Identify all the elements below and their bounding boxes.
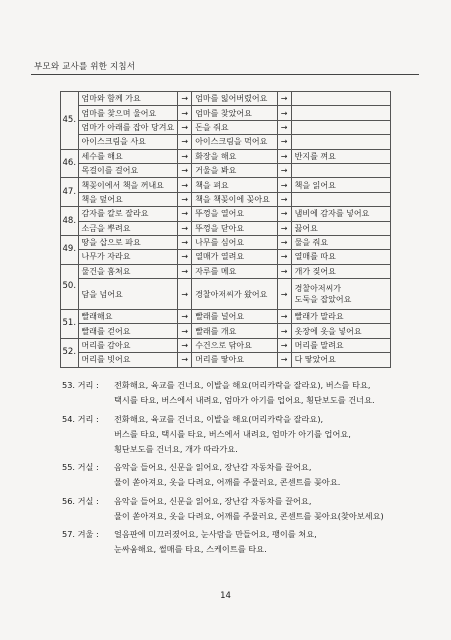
arrow-icon: → (178, 310, 192, 324)
table-row (61, 106, 391, 120)
table-row (61, 221, 391, 235)
arrow-icon: → (277, 235, 291, 249)
step-cell: 엄마를 잃어버렸어요 (192, 92, 277, 106)
arrow-icon: → (277, 221, 291, 235)
note-line: 버스를 타요, 택시를 타요, 버스에서 내려요, 엄마가 아기를 업어요, (114, 428, 351, 439)
step-cell (291, 92, 390, 106)
step-cell: 뚜껑을 열어요 (192, 207, 277, 221)
table-row (61, 163, 391, 177)
step-cell: 책을 책꽂이에 꽂아요 (192, 192, 277, 206)
step-cell (291, 135, 390, 149)
item-number: 52. (61, 338, 79, 367)
step-cell: 뚜껑을 닫아요 (192, 221, 277, 235)
step-cell: 땅을 삽으로 파요 (78, 235, 178, 249)
scene-notes (62, 378, 422, 561)
arrow-icon: → (178, 120, 192, 134)
arrow-icon: → (277, 106, 291, 120)
step-cell: 책을 읽어요 (291, 178, 390, 192)
arrow-icon: → (178, 279, 192, 310)
page-number: 14 (220, 591, 231, 601)
note-item (62, 412, 422, 457)
arrow-icon: → (178, 207, 192, 221)
note-line: 물이 쏟아져요, 옷을 다려요, 어깨를 주물러요, 콘센트를 꽂아요(찾아보세요) (114, 510, 384, 521)
arrow-icon: → (277, 279, 291, 310)
step-cell: 나무를 심어요 (192, 235, 277, 249)
sequence-table (60, 91, 391, 368)
step-cell: 담을 넘어요 (78, 279, 178, 310)
table-row (61, 235, 391, 249)
arrow-icon: → (277, 338, 291, 352)
table-row (61, 149, 391, 163)
step-cell: 책을 덮어요 (78, 192, 178, 206)
item-number: 46. (61, 149, 79, 178)
step-cell: 냄비에 감자를 넣어요 (291, 207, 390, 221)
table-row (61, 178, 391, 192)
arrow-icon: → (277, 250, 291, 264)
step-cell: 빨래해요 (78, 310, 178, 324)
step-cell: 감자를 칼로 잘라요 (78, 207, 178, 221)
step-cell: 경찰아저씨가 도둑을 잡았어요 (291, 279, 390, 310)
arrow-icon: → (178, 192, 192, 206)
note-item (62, 460, 422, 490)
item-number: 51. (61, 310, 79, 339)
note-line: 횡단보도를 건너요, 개가 따라가요. (114, 443, 238, 454)
table-row (61, 192, 391, 206)
item-number: 47. (61, 178, 79, 207)
step-cell: 열매가 열려요 (192, 250, 277, 264)
step-cell: 머리를 말려요 (291, 338, 390, 352)
item-number: 45. (61, 92, 79, 150)
page-header: 부모와 교사를 위한 지침서 (34, 62, 136, 72)
arrow-icon: → (277, 135, 291, 149)
arrow-icon: → (277, 149, 291, 163)
arrow-icon: → (178, 178, 192, 192)
table-row (61, 310, 391, 324)
step-cell: 돈을 줘요 (192, 120, 277, 134)
arrow-icon: → (277, 92, 291, 106)
arrow-icon: → (178, 106, 192, 120)
note-line: 54. 거리 : 전화해요, 육교를 건너요, 이발을 해요(머리카락을 잘라요), (62, 412, 422, 427)
note-line: 55. 거실 : 음악을 들어요, 신문을 읽어요, 장난감 자동차를 끌어요, (62, 460, 422, 475)
table-row (61, 250, 391, 264)
note-item (62, 378, 422, 408)
table-row (61, 279, 391, 310)
step-cell: 자루를 메요 (192, 264, 277, 278)
arrow-icon: → (178, 235, 192, 249)
step-cell: 소금을 뿌려요 (78, 221, 178, 235)
arrow-icon: → (178, 324, 192, 338)
table-row (61, 264, 391, 278)
note-line: 택시를 타요, 버스에서 내려요, 엄마가 아기를 업어요, 횡단보도를 건너요. (114, 395, 375, 405)
step-cell: 엄마가 아래를 잡아 당겨요 (78, 120, 178, 134)
arrow-icon: → (178, 250, 192, 264)
step-cell: 거울을 봐요 (192, 163, 277, 177)
note-item (62, 494, 422, 524)
arrow-icon: → (277, 207, 291, 221)
arrow-icon: → (277, 178, 291, 192)
arrow-icon: → (178, 338, 192, 352)
arrow-icon: → (178, 135, 192, 149)
step-cell: 엄마를 찾았어요 (192, 106, 277, 120)
step-cell: 빨래를 널어요 (192, 310, 277, 324)
step-cell: 반지를 껴요 (291, 149, 390, 163)
note-line: 57. 겨울 : 얼음판에 미끄러졌어요, 눈사람을 만들어요, 팽이를 쳐요, (62, 527, 422, 542)
table-row (61, 92, 391, 106)
table-row (61, 353, 391, 367)
note-heading: 53. 거리 : (62, 380, 99, 390)
step-cell: 책을 펴요 (192, 178, 277, 192)
step-cell: 다 땋았어요 (291, 353, 390, 367)
note-heading: 56. 거실 : (62, 495, 99, 506)
step-cell: 목걸이를 걸어요 (78, 163, 178, 177)
step-cell: 물건을 훔쳐요 (78, 264, 178, 278)
arrow-icon: → (178, 163, 192, 177)
arrow-icon: → (277, 163, 291, 177)
item-number: 48. (61, 207, 79, 236)
arrow-icon: → (178, 221, 192, 235)
step-cell: 끓어요 (291, 221, 390, 235)
table-row (61, 324, 391, 338)
table-row (61, 338, 391, 352)
note-heading: 55. 거실 : (62, 462, 99, 472)
item-number: 49. (61, 235, 79, 264)
step-cell: 아이스크림을 먹어요 (192, 135, 277, 149)
step-cell (291, 120, 390, 134)
step-cell: 열매를 따요 (291, 250, 390, 264)
step-cell: 경찰아저씨가 왔어요 (192, 279, 277, 310)
step-cell: 나무가 자라요 (78, 250, 178, 264)
step-cell: 머리를 땋아요 (192, 353, 277, 367)
arrow-icon: → (277, 324, 291, 338)
header-rule (31, 74, 419, 75)
arrow-icon: → (178, 353, 192, 367)
note-line: 56. 거실 : 음악을 들어요, 신문을 읽어요, 장난감 자동차를 끌어요, (62, 494, 422, 509)
arrow-icon: → (178, 264, 192, 278)
step-cell: 머리를 빗어요 (78, 353, 178, 367)
step-cell: 빨래를 개요 (192, 324, 277, 338)
step-cell: 개가 짖어요 (291, 264, 390, 278)
step-cell: 화장을 해요 (192, 149, 277, 163)
arrow-icon: → (277, 192, 291, 206)
note-line: 53. 거리 : 전화해요, 육교를 건너요, 이발을 해요(머리카락을 잘라요), 버스를 타요, (62, 378, 422, 393)
step-cell: 빨래가 말라요 (291, 310, 390, 324)
step-cell: 수건으로 닦아요 (192, 338, 277, 352)
table-row (61, 135, 391, 149)
step-cell: 아이스크림을 사요 (78, 135, 178, 149)
item-number: 50. (61, 264, 79, 309)
step-cell: 머리를 감아요 (78, 338, 178, 352)
step-cell (291, 192, 390, 206)
note-heading: 54. 거리 : (62, 413, 99, 424)
table-row (61, 207, 391, 221)
step-cell: 옷장에 옷을 넣어요 (291, 324, 390, 338)
arrow-icon: → (277, 353, 291, 367)
note-item (62, 527, 422, 557)
step-cell: 빨래를 걷어요 (78, 324, 178, 338)
arrow-icon: → (277, 310, 291, 324)
arrow-icon: → (178, 92, 192, 106)
step-cell (291, 106, 390, 120)
table-row (61, 120, 391, 134)
step-cell: 엄마를 찾으며 울어요 (78, 106, 178, 120)
step-cell: 세수를 해요 (78, 149, 178, 163)
note-line: 물이 쏟아져요, 옷을 다려요, 어깨를 주물러요, 콘센트를 꽂아요. (114, 477, 341, 487)
step-cell: 엄마와 함께 가요 (78, 92, 178, 106)
arrow-icon: → (277, 264, 291, 278)
note-heading: 57. 겨울 : (62, 529, 99, 539)
step-cell: 책꽂이에서 책을 꺼내요 (78, 178, 178, 192)
arrow-icon: → (178, 149, 192, 163)
note-line: 눈싸움해요, 썰매를 타요, 스케이트를 타요. (114, 544, 267, 554)
step-cell (291, 163, 390, 177)
arrow-icon: → (277, 120, 291, 134)
step-cell: 물을 줘요 (291, 235, 390, 249)
